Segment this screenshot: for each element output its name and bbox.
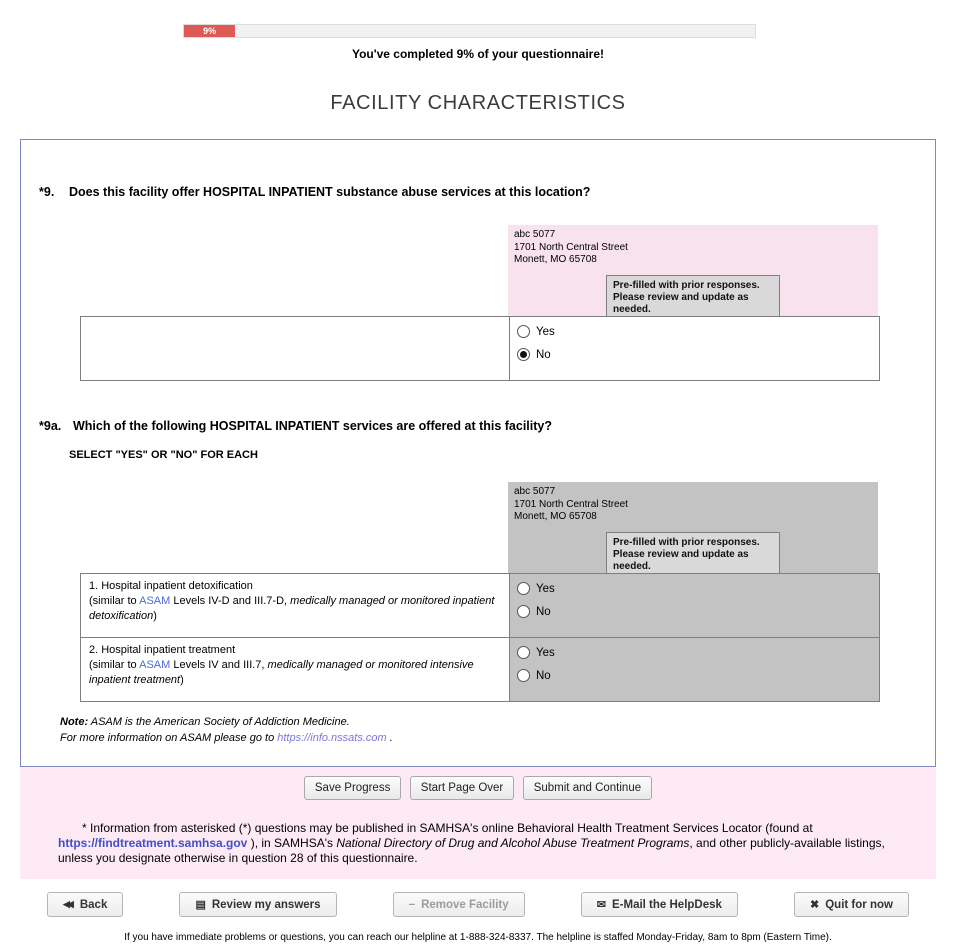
page-title: FACILITY CHARACTERISTICS [330, 92, 626, 114]
service-row-1-label [81, 574, 510, 638]
facility-name: abc 5077 [514, 486, 556, 497]
service-detail: (similar to [89, 595, 140, 607]
prefill-panel-q9 [508, 225, 878, 316]
remove-facility-button [393, 892, 525, 917]
prefill-notice-line1: Pre-filled with prior responses. [613, 279, 760, 291]
service-detail: Levels IV-D and III.7-D, [170, 595, 291, 607]
back-button-label: Back [79, 898, 108, 911]
prefill-notice-line2: Please review and update as needed. [613, 291, 749, 315]
asam-note-line1 [60, 714, 935, 730]
table-row [81, 638, 880, 702]
service-title: 2. Hospital inpatient treatment [89, 644, 236, 656]
radio-icon[interactable] [517, 582, 530, 595]
progress-bar-fill [184, 25, 235, 37]
facility-address-line2: Monett, MO 65708 [514, 254, 597, 265]
question-9a [39, 419, 917, 433]
prefill-notice-line2: Please review and update as needed. [613, 548, 749, 572]
disclosure-text: , and other publicly-available listings, unless you designate otherwise in question 28 of this questionnaire. [58, 836, 885, 865]
facility-address-line1: 1701 North Central Street [514, 241, 628, 253]
note-label: Note: [60, 716, 89, 728]
q9-empty-cell [81, 317, 510, 381]
facility-address-line1: 1701 North Central Street [514, 498, 628, 510]
option-yes-label: Yes [536, 582, 555, 595]
service-row-1-options [510, 574, 880, 638]
bottom-navigation [47, 892, 909, 917]
service-2-option-no[interactable] [517, 669, 879, 682]
radio-icon[interactable] [517, 669, 530, 682]
directory-title-italic: National Directory of Drug and Alcohol Abuse Treatment Programs [336, 836, 690, 850]
service-detail: Levels IV and III.7, [170, 659, 268, 671]
service-detail-italic: medically managed or monitored intensive inpatient treatment [89, 659, 474, 686]
table-row [81, 317, 880, 381]
q9-option-yes-label: Yes [536, 325, 555, 338]
review-document-icon: ▤ [195, 899, 206, 911]
question-9-text: Does this facility offer HOSPITAL INPATIENT substance abuse services at this location? [69, 185, 591, 199]
double-left-arrow-icon: ◀◀ [63, 899, 71, 909]
disclosure-text: * Information from asterisked (*) questions may be published in SAMHSA's online Behavioral Health Treatment Services Locator (found at [82, 821, 813, 835]
helpline-text: If you have immediate problems or questions, you can reach our helpline at 1-888-324-8337. The helpline is staffed Monday-Friday, 8am to 8pm (Eastern Time). [124, 932, 832, 943]
review-answers-button[interactable] [179, 892, 336, 917]
service-row-2-label [81, 638, 510, 702]
service-2-option-yes[interactable] [517, 646, 879, 659]
progress-percent-label: 9% [203, 26, 217, 36]
envelope-icon: ✉ [596, 899, 606, 911]
start-page-over-button[interactable]: Start Page Over [410, 776, 514, 800]
service-detail: (similar to [89, 659, 140, 671]
question-9a-number: *9a. [39, 419, 62, 433]
q9-option-yes[interactable] [517, 325, 879, 338]
questionnaire-panel [20, 139, 936, 767]
radio-icon[interactable] [517, 646, 530, 659]
disclosure-text: ), in SAMHSA's [247, 836, 337, 850]
asam-note-line2 [60, 730, 935, 746]
save-progress-button[interactable]: Save Progress [304, 776, 401, 800]
prefill-panel-q9a [508, 482, 878, 573]
question-9 [39, 185, 917, 199]
prefill-notice-line1: Pre-filled with prior responses. [613, 536, 760, 548]
asam-link[interactable]: ASAM [139, 595, 171, 607]
asterisk-disclosure [58, 821, 898, 866]
question-9-number: *9. [39, 185, 55, 199]
minus-icon: − [408, 898, 416, 911]
service-1-option-no[interactable] [517, 605, 879, 618]
service-detail: ) [153, 610, 157, 622]
q9-options-cell [510, 317, 880, 381]
nssats-info-link[interactable]: https://info.nssats.com [277, 732, 387, 744]
remove-facility-label: Remove Facility [421, 898, 509, 911]
q9-answer-table [80, 316, 880, 381]
email-helpdesk-button[interactable] [581, 892, 738, 917]
service-row-2-options [510, 638, 880, 702]
progress-bar-track [183, 24, 756, 38]
asam-link[interactable]: ASAM [139, 659, 171, 671]
option-no-label: No [536, 669, 551, 682]
note-text: . [386, 732, 393, 744]
facility-name: abc 5077 [514, 229, 556, 240]
prefill-notice [606, 275, 780, 321]
q9-option-no[interactable] [517, 348, 879, 361]
radio-icon[interactable] [517, 605, 530, 618]
form-footer [20, 767, 936, 879]
select-yes-no-instruction: SELECT "YES" OR "NO" FOR EACH [69, 449, 258, 461]
q9-option-no-label: No [536, 348, 551, 361]
progress-message: You've completed 9% of your questionnaire! [351, 47, 604, 61]
review-answers-label: Review my answers [211, 898, 321, 911]
note-text: ASAM is the American Society of Addiction Medicine. [88, 716, 350, 728]
note-text: For more information on ASAM please go to [60, 732, 278, 744]
facility-address-line2: Monett, MO 65708 [514, 511, 597, 522]
service-detail-italic: medically managed or monitored inpatient detoxification [89, 595, 495, 622]
submit-and-continue-button[interactable]: Submit and Continue [523, 776, 652, 800]
email-helpdesk-label: E-Mail the HelpDesk [611, 898, 722, 911]
radio-icon[interactable] [517, 348, 530, 361]
table-row [81, 574, 880, 638]
asam-note [60, 714, 935, 746]
prefill-notice [606, 532, 780, 578]
option-no-label: No [536, 605, 551, 618]
option-yes-label: Yes [536, 646, 555, 659]
quit-button[interactable] [794, 892, 909, 917]
radio-icon[interactable] [517, 325, 530, 338]
findtreatment-link[interactable]: https://findtreatment.samhsa.gov [58, 836, 248, 850]
quit-button-label: Quit for now [825, 898, 893, 911]
service-detail: ) [180, 674, 184, 686]
back-button[interactable] [47, 892, 123, 917]
service-1-option-yes[interactable] [517, 582, 879, 595]
footer-buttons [20, 776, 936, 800]
x-icon: ✖ [810, 899, 820, 911]
q9a-answer-table [80, 573, 880, 702]
progress-section [0, 0, 956, 61]
service-title: 1. Hospital inpatient detoxification [89, 580, 253, 592]
question-9a-text: Which of the following HOSPITAL INPATIENT services are offered at this facility? [73, 419, 553, 433]
